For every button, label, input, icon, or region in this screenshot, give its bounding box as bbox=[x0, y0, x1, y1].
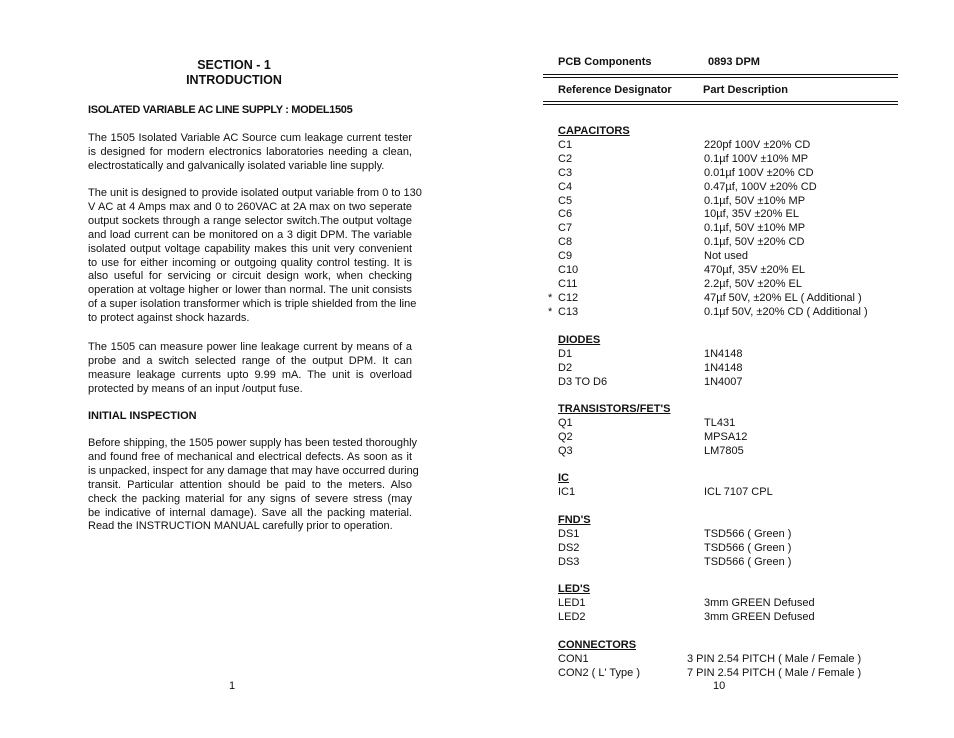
text-line: output sockets through a range selector switch.The output voltage bbox=[88, 214, 412, 227]
text-line: The 1505 can measure power line leakage current by means of a bbox=[88, 341, 412, 353]
part-description: 47µf 50V, ±20% EL ( Additional ) bbox=[704, 291, 862, 304]
reference-designator: DS2 bbox=[558, 541, 580, 554]
part-description: 1N4148 bbox=[704, 347, 743, 360]
reference-designator: DS3 bbox=[558, 555, 580, 568]
text-line: Read the INSTRUCTION MANUAL carefully prior to operation. bbox=[88, 520, 393, 533]
part-description: 3mm GREEN Defused bbox=[704, 596, 815, 609]
reference-designator: D3 TO D6 bbox=[558, 375, 608, 388]
reference-designator: C12 bbox=[558, 291, 579, 304]
section-title: INTRODUCTION bbox=[186, 73, 282, 87]
text-line: probe and a switch selected range of the output DPM. It can bbox=[88, 354, 412, 367]
text-line: also useful for servicing or circuit design work, when checking bbox=[88, 270, 412, 283]
text-line: The unit is designed to provide isolated output variable from 0 to 130 bbox=[88, 187, 422, 199]
reference-designator: C4 bbox=[558, 180, 573, 193]
part-description: 10µf, 35V ±20% EL bbox=[704, 208, 799, 221]
text-line: measure leakage currents upto 9.99 mA. The unit is overload bbox=[88, 368, 412, 381]
part-description: TL431 bbox=[704, 416, 736, 429]
additional-marker: * bbox=[548, 305, 553, 318]
reference-designator: IC1 bbox=[558, 485, 576, 498]
model-heading: ISOLATED VARIABLE AC LINE SUPPLY : MODEL1505 bbox=[88, 104, 353, 116]
part-description: TSD566 ( Green ) bbox=[704, 555, 792, 568]
part-description: Not used bbox=[704, 250, 749, 263]
part-description: 0.01µf 100V ±20% CD bbox=[704, 166, 814, 179]
part-description: 2.2µf, 50V ±20% EL bbox=[704, 277, 802, 290]
reference-designator: C13 bbox=[558, 305, 579, 318]
text-line: isolated output voltage capability makes this unit very convenient bbox=[88, 242, 412, 255]
part-description: ICL 7107 CPL bbox=[704, 485, 773, 498]
section-heading-transistors: TRANSISTORS/FET'S bbox=[558, 403, 671, 415]
part-description: 0.1µf, 50V ±20% CD bbox=[704, 236, 805, 249]
reference-designator: C1 bbox=[558, 138, 573, 151]
text-line: electrostatically and galvanically isolated variable line supply. bbox=[88, 159, 385, 172]
intro-paragraph-1 bbox=[88, 132, 412, 174]
part-description: 0.1µf 50V, ±20% CD ( Additional ) bbox=[704, 305, 868, 318]
reference-designator: CON2 ( L' Type ) bbox=[558, 666, 640, 679]
text-line: check the packing material for any signs of severe stress (may bbox=[88, 492, 412, 505]
text-line: and load current can be monitored on a 3 digit DPM. The variable bbox=[88, 228, 412, 241]
reference-designator: D1 bbox=[558, 347, 573, 360]
section-line: SECTION - 1 bbox=[197, 58, 271, 72]
part-description: TSD566 ( Green ) bbox=[704, 527, 792, 540]
section-heading-diodes: DIODES bbox=[558, 334, 601, 346]
part-description: MPSA12 bbox=[704, 430, 748, 443]
part-description: 0.1µf, 50V ±10% MP bbox=[704, 222, 806, 235]
text-line: The 1505 Isolated Variable AC Source cum leakage current tester bbox=[88, 132, 412, 144]
part-description: LM7805 bbox=[704, 444, 744, 457]
section-heading-capacitors: CAPACITORS bbox=[558, 125, 630, 137]
text-line: protected by means of an input /output fuse. bbox=[88, 382, 303, 395]
reference-designator: DS1 bbox=[558, 527, 580, 540]
section-heading-ic: IC bbox=[558, 472, 569, 484]
page-number-right: 10 bbox=[713, 680, 726, 692]
section-heading-connectors: CONNECTORS bbox=[558, 639, 637, 651]
part-description: 220pf 100V ±20% CD bbox=[704, 138, 811, 151]
part-description: 0.1µf, 50V ±10% MP bbox=[704, 194, 806, 207]
double-rule-bottom bbox=[543, 101, 898, 105]
reference-designator: Q1 bbox=[558, 416, 573, 429]
part-description: TSD566 ( Green ) bbox=[704, 541, 792, 554]
reference-designator: C6 bbox=[558, 208, 573, 221]
header-right: 0893 DPM bbox=[708, 56, 760, 68]
reference-designator: C9 bbox=[558, 250, 573, 263]
reference-designator: Q3 bbox=[558, 444, 573, 457]
intro-paragraph-3 bbox=[88, 341, 412, 397]
page-number-left: 1 bbox=[229, 680, 236, 692]
double-rule-top bbox=[543, 74, 898, 78]
part-description: 1N4007 bbox=[704, 375, 743, 388]
reference-designator: C8 bbox=[558, 236, 573, 249]
header-left: PCB Components bbox=[558, 56, 652, 68]
part-description: 3mm GREEN Defused bbox=[704, 610, 815, 623]
column-header-desc: Part Description bbox=[703, 84, 788, 96]
text-line: to use for either incoming or outgoing quality control testing. It is bbox=[88, 256, 412, 269]
reference-designator: LED1 bbox=[558, 596, 586, 609]
text-line: to protect against shock hazards. bbox=[88, 312, 250, 325]
part-description: 3 PIN 2.54 PITCH ( Male / Female ) bbox=[687, 652, 862, 665]
text-line: is designed for modern electronics laboratories needing a clean, bbox=[88, 145, 412, 158]
section-heading-fnds: FND'S bbox=[558, 514, 591, 526]
text-line: transit. Particular attention should be paid to the meters. Also bbox=[88, 478, 412, 491]
text-line: and found free of mechanical and electrical defects. As soon as it bbox=[88, 450, 412, 463]
text-line: V AC at 4 Amps max and 0 to 260VAC at 2A max on two seperate bbox=[88, 200, 412, 213]
reference-designator: LED2 bbox=[558, 610, 586, 623]
part-description: 0.1µf 100V ±10% MP bbox=[704, 152, 809, 165]
reference-designator: Q2 bbox=[558, 430, 573, 443]
part-description: 1N4148 bbox=[704, 361, 743, 374]
reference-designator: C3 bbox=[558, 166, 573, 179]
text-line: Before shipping, the 1505 power supply has been tested thoroughly bbox=[88, 437, 418, 449]
inspection-paragraph bbox=[88, 437, 419, 534]
reference-designator: C10 bbox=[558, 264, 579, 276]
additional-marker: * bbox=[548, 291, 553, 304]
reference-designator: C11 bbox=[558, 277, 578, 290]
section-heading-leds: LED'S bbox=[558, 583, 590, 595]
text-line: operation at voltage higher or lower than normal. The unit consists bbox=[88, 284, 412, 297]
text-line: be indicative of internal damage). Save all the packing material. bbox=[88, 506, 412, 519]
reference-designator: C2 bbox=[558, 152, 573, 165]
part-description: 0.47µf, 100V ±20% CD bbox=[704, 180, 817, 193]
reference-designator: D2 bbox=[558, 361, 573, 374]
text-line: is unpacked, inspect for any damage that may have occurred during bbox=[88, 464, 419, 477]
inspection-heading: INITIAL INSPECTION bbox=[88, 410, 197, 422]
column-header-ref: Reference Designator bbox=[558, 84, 672, 96]
text-line: of a super isolation transformer which is triple shielded from the line bbox=[88, 298, 417, 311]
part-description: 470µf, 35V ±20% EL bbox=[704, 264, 806, 276]
reference-designator: CON1 bbox=[558, 652, 589, 665]
reference-designator: C5 bbox=[558, 194, 573, 207]
part-description: 7 PIN 2.54 PITCH ( Male / Female ) bbox=[687, 666, 862, 679]
reference-designator: C7 bbox=[558, 222, 573, 235]
intro-paragraph-2 bbox=[88, 187, 422, 326]
